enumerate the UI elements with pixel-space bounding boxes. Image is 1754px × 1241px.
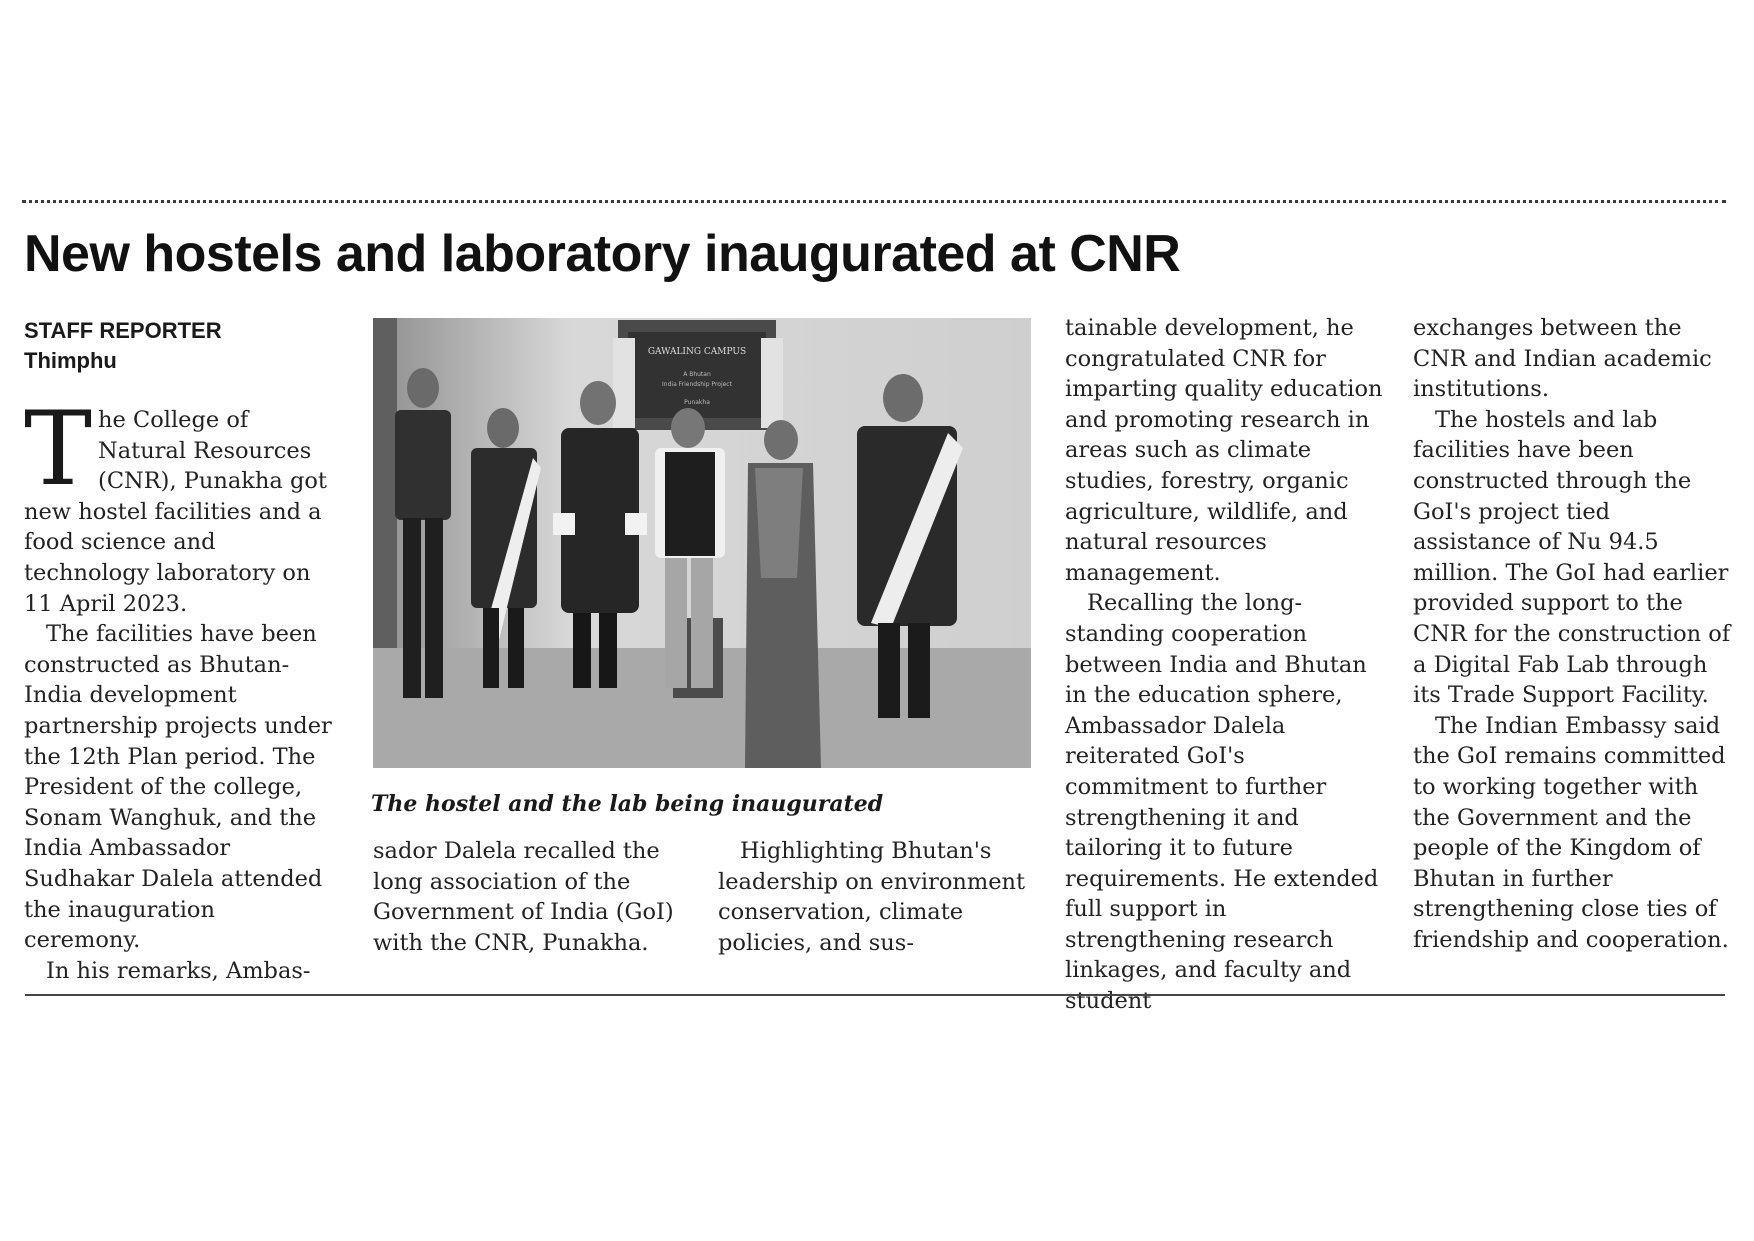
headline: New hostels and laboratory inaugurated at CNR (24, 225, 1181, 283)
lead-paragraph (24, 390, 334, 619)
top-dotted-rule (22, 200, 1726, 203)
article-column-3 (718, 836, 1038, 958)
paragraph: The facilities have been constructed as Bhutan-India development partnership projects under the 12th Plan period. The President of the college, Sonam Wanghuk, and the India Ambassador Sudhakar Dalela attended the inauguration ceremony. (24, 621, 332, 954)
article-column-4 (1065, 313, 1385, 1017)
paragraph: The Indian Embassy said the GoI remains committed to working together with the Government and the people of the Kingdom of Bhutan in further strengthening close ties of friendship and cooperation. (1413, 712, 1729, 953)
article-column-2 (373, 836, 693, 958)
byline-role: STAFF REPORTER (24, 318, 222, 343)
paragraph: In his remarks, Ambas- (46, 957, 311, 984)
inauguration-photo (373, 318, 1031, 768)
plaque-line: A Bhutan (683, 371, 711, 378)
person (745, 420, 821, 768)
drop-cap: T (24, 390, 93, 509)
paragraph: exchanges between the CNR and Indian academic institutions. (1413, 315, 1712, 403)
byline-location: Thimphu (24, 348, 117, 373)
plaque-line: Punakha (684, 399, 710, 406)
paragraph: Highlighting Bhutan's leadership on environment conservation, climate policies, and sus- (718, 838, 1026, 956)
paragraph: tainable development, he congratulated CNR for imparting quality education and promoting research in areas such as climate studies, forestry, organic agriculture, wildlife, and natural resources management. (1065, 315, 1383, 586)
photo-caption: The hostel and the lab being inaugurated (371, 791, 884, 817)
article-column-1 (24, 390, 334, 986)
byline (24, 316, 222, 376)
paragraph: The hostels and lab facilities have been constructed through the GoI's project tied assistance of Nu 94.5 million. The GoI had earlier provided support to the CNR for the construction of a Digital Fab Lab through its Trade Support Facility. (1413, 406, 1731, 709)
article-column-5 (1413, 313, 1733, 955)
plaque-line: India Friendship Project (662, 381, 732, 388)
bottom-rule (25, 994, 1725, 996)
lead-paragraph-text: he College of Natural Resources (CNR), Punakha got new hostel facilities and a food science and technology laboratory on 11 April 2023. (24, 407, 327, 617)
paragraph: Recalling the long-standing cooperation between India and Bhutan in the education sphere, Ambassador Dalela reiterated GoI's commitment to further strengthening it and tailoring it to future requirements. He extended full support in strengthening research linkages, and faculty and student (1065, 590, 1379, 1015)
plaque-title: GAWALING CAMPUS (647, 347, 747, 357)
paragraph: sador Dalela recalled the long association of the Government of India (GoI) with the CNR, Punakha. (373, 838, 674, 956)
